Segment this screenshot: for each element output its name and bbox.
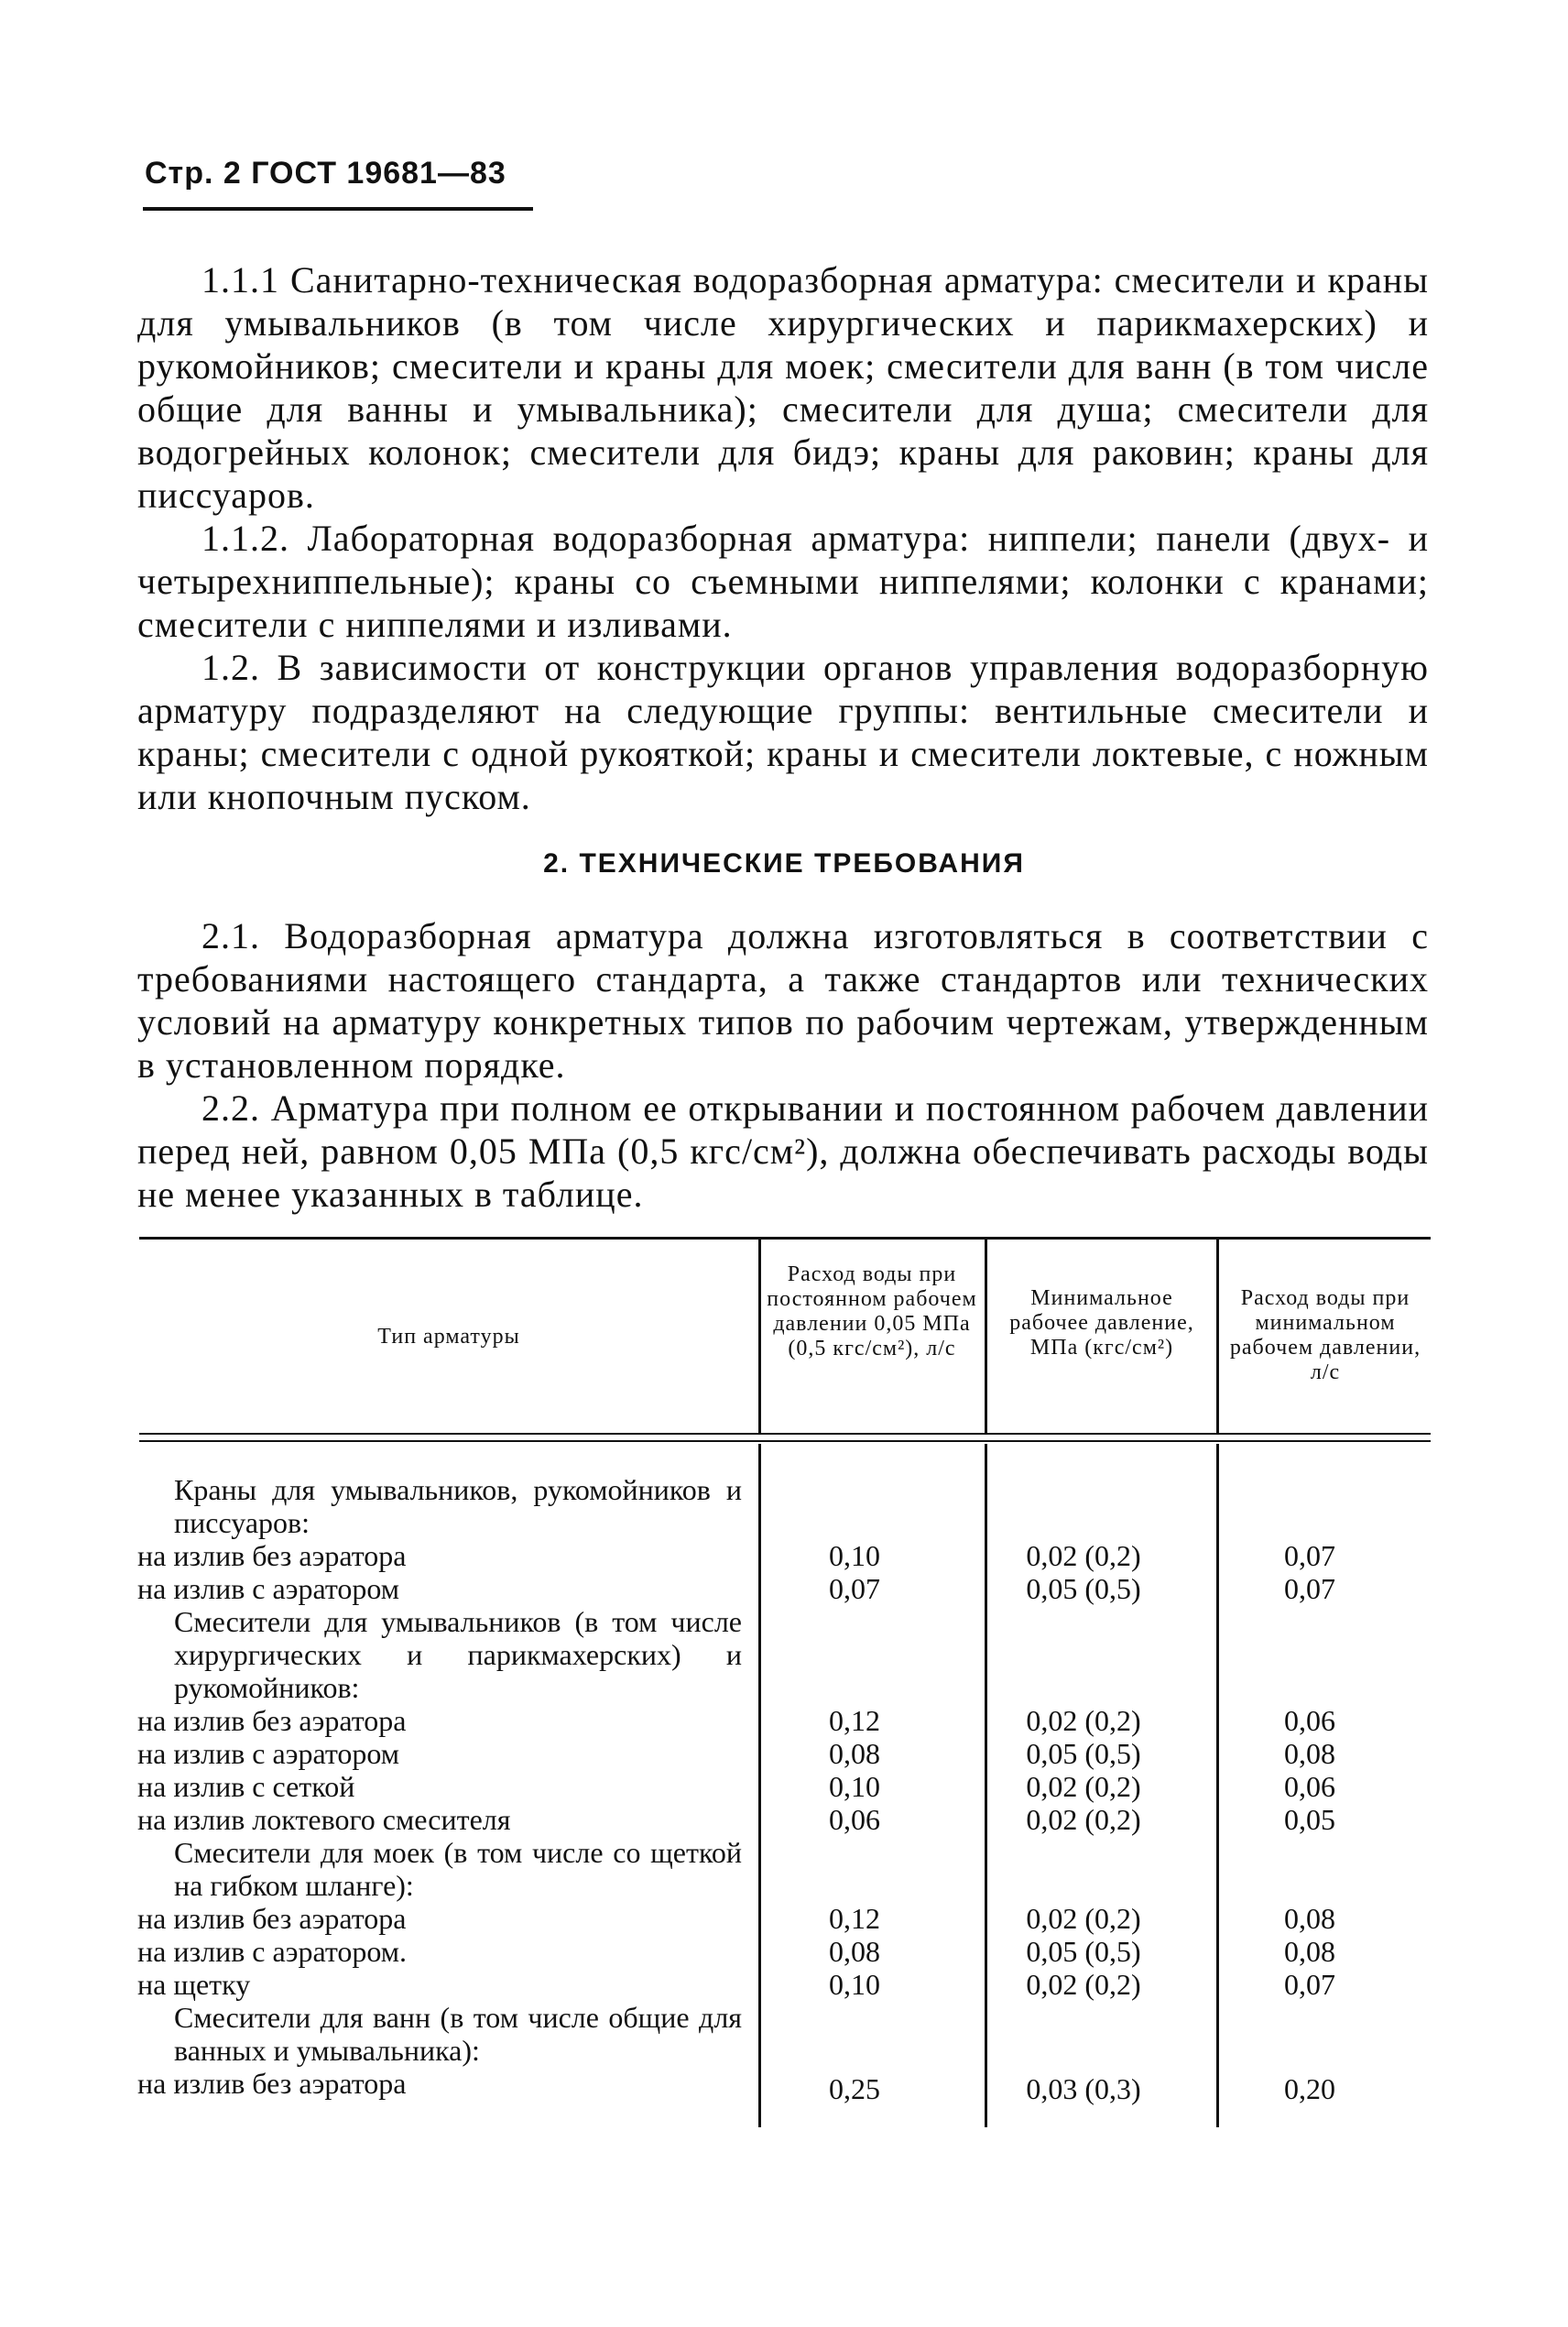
group-title: Смесители для ванн (в том числе общие для ванных и умывальника): (174, 2001, 742, 2067)
section-heading: 2. ТЕХНИЧЕСКИЕ ТРЕБОВАНИЯ (543, 848, 1025, 879)
table-row (137, 2067, 1420, 2105)
table-row (137, 1770, 1420, 1803)
row-min-pressure: 0,05 (0,5) (1026, 1737, 1141, 1770)
table-row (137, 1539, 1420, 1572)
row-flow: 0,07 (829, 1572, 880, 1605)
row-min-pressure: 0,02 (0,2) (1026, 1803, 1141, 1836)
col-header-flow: Расход воды при постоянном рабочем давлении 0,05 МПа (0,5 кгс/см²), л/с (767, 1262, 977, 1360)
row-min-pressure: 0,02 (0,2) (1026, 1968, 1141, 2001)
row-flow: 0,12 (829, 1902, 880, 1935)
row-name: на излив с аэратором (137, 1737, 400, 1770)
row-name: на излив с аэратором. (137, 1935, 408, 1968)
table-header-divider (1216, 1237, 1219, 1435)
row-flow: 0,08 (829, 1935, 880, 1968)
row-min-pressure: 0,02 (0,2) (1026, 1704, 1141, 1737)
header-rule (143, 207, 533, 211)
group-title: Краны для умывальников, рукомойников и писсуаров: (174, 1473, 742, 1539)
row-min-flow: 0,06 (1284, 1770, 1335, 1803)
table-group-row (137, 2001, 1420, 2067)
row-flow: 0,10 (829, 1968, 880, 2001)
row-min-pressure: 0,02 (0,2) (1026, 1770, 1141, 1803)
row-min-flow: 0,08 (1284, 1737, 1335, 1770)
paragraph-2-1: 2.1. Водоразборная арматура должна изготовляться в соответствии с требованиями настоящего стандарта, а также стандартов или технических условий на арматуру конкретных типов по рабочим чертежам, утвержденным в установленном порядке. (137, 915, 1429, 1086)
table-row (137, 1968, 1420, 2001)
row-flow: 0,06 (829, 1803, 880, 1836)
paragraph-1-1-1: 1.1.1 Санитарно-техническая водоразборная арматура: смесители и краны для умывальников (в том числе хирургических и парикмахерских) и рукомойников; смесители и краны для моек; смесители для ванн (в том числе общие для ванны и умывальника); смесители для душа; смесители для водогрейных колонок; смесители для бидэ; краны для раковин; краны для писсуаров. (137, 259, 1429, 516)
table-top-rule (139, 1237, 1431, 1240)
row-flow: 0,25 (829, 2072, 880, 2105)
row-name: на излив без аэратора (137, 1704, 407, 1737)
row-name: на излив без аэратора (137, 2067, 407, 2100)
row-min-pressure: 0,05 (0,5) (1026, 1935, 1141, 1968)
row-min-pressure: 0,02 (0,2) (1026, 1902, 1141, 1935)
paragraph-1-1-2: 1.1.2. Лабораторная водоразборная арматура: ниппели; панели (двух- и четырехниппельные); краны со съемными ниппелями; колонки с кранами; смесители с ниппелями и изливами. (137, 518, 1429, 645)
row-min-flow: 0,07 (1284, 1539, 1335, 1572)
intro-text (137, 258, 1429, 818)
table-row (137, 1737, 1420, 1770)
table-row (137, 1572, 1420, 1605)
row-name: на излив без аэратора (137, 1539, 407, 1572)
row-min-flow: 0,05 (1284, 1803, 1335, 1836)
group-title: Смесители для моек (в том числе со щеткой на гибком шланге): (174, 1836, 742, 1902)
row-name: на излив с аэратором (137, 1572, 400, 1605)
row-flow: 0,10 (829, 1770, 880, 1803)
table-header-rule (139, 1440, 1431, 1442)
table-group-row (137, 1836, 1420, 1902)
row-min-flow: 0,08 (1284, 1902, 1335, 1935)
row-min-flow: 0,08 (1284, 1935, 1335, 1968)
page-header: Стр. 2 ГОСТ 19681—83 (145, 156, 506, 191)
group-title: Смесители для умывальников (в том числе хирургических и парикмахерских) и рукомойников: (174, 1605, 742, 1704)
table-group-row (137, 1473, 1420, 1539)
table-row (137, 1902, 1420, 1935)
row-min-flow: 0,07 (1284, 1572, 1335, 1605)
row-min-pressure: 0,05 (0,5) (1026, 1572, 1141, 1605)
table-group-row (137, 1605, 1420, 1704)
table-row (137, 1704, 1420, 1737)
table-row (137, 1935, 1420, 1968)
row-min-pressure: 0,03 (0,3) (1026, 2072, 1141, 2105)
row-min-flow: 0,20 (1284, 2072, 1335, 2105)
section-text (137, 914, 1429, 1216)
row-name: на излив без аэратора (137, 1902, 407, 1935)
paragraph-1-2: 1.2. В зависимости от конструкции органов управления водоразборную арматуру подразделяют на следующие группы: вентильные смесители и краны; смесители с одной рукояткой; краны и смесители локтевые, с ножным или кнопочным пуском. (137, 647, 1429, 817)
col-header-type: Тип арматуры (377, 1325, 520, 1349)
table-row (137, 1803, 1420, 1836)
row-name: на излив с сеткой (137, 1770, 355, 1803)
row-flow: 0,12 (829, 1704, 880, 1737)
row-name: на излив локтевого смесителя (137, 1803, 511, 1836)
table-header-rule (139, 1433, 1431, 1435)
row-name: на щетку (137, 1968, 251, 2001)
col-header-min-flow: Расход воды при минимальном рабочем давлении, л/с (1229, 1286, 1421, 1384)
col-header-min-pressure: Минимальное рабочее давление, МПа (кгс/см²) (1009, 1286, 1194, 1360)
table-header-divider (985, 1237, 987, 1435)
row-min-pressure: 0,02 (0,2) (1026, 1539, 1141, 1572)
row-min-flow: 0,06 (1284, 1704, 1335, 1737)
table-header-divider (758, 1237, 761, 1435)
row-min-flow: 0,07 (1284, 1968, 1335, 2001)
water-flow-table (137, 1473, 1420, 2105)
paragraph-2-2: 2.2. Арматура при полном ее открывании и постоянном рабочем давлении перед ней, равном 0,05 МПа (0,5 кгс/см²), должна обеспечивать расходы воды не менее указанных в таблице. (137, 1087, 1429, 1215)
row-flow: 0,10 (829, 1539, 880, 1572)
row-flow: 0,08 (829, 1737, 880, 1770)
